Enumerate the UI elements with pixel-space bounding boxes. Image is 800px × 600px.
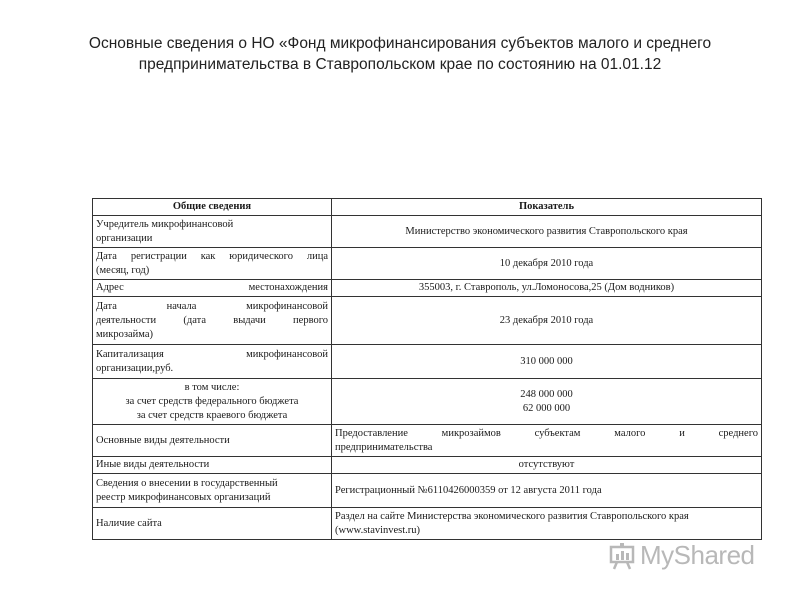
label-line: организации,руб.: [96, 362, 174, 374]
row-value: [332, 280, 762, 297]
row-label: [93, 425, 332, 457]
info-table: [92, 198, 762, 540]
label-line: за счет средств федерального бюджета: [125, 395, 299, 407]
table-row: [93, 345, 762, 379]
row-label: [93, 457, 332, 474]
value-line: 248 000 000: [520, 388, 573, 400]
row-label: [93, 216, 332, 248]
row-value: [332, 297, 762, 345]
watermark-text: MyShared: [640, 540, 755, 570]
header-general-info: Общие сведения: [93, 199, 332, 216]
slide-title: [40, 33, 760, 75]
watermark: [608, 540, 755, 571]
table-row: [93, 216, 762, 248]
value-line: 62 000 000: [522, 402, 571, 414]
table-row: [93, 508, 762, 540]
label-line: за счет средств краевого бюджета: [136, 409, 288, 421]
label-line: Дата начала микрофинансовой: [96, 300, 328, 312]
value-line: 10 декабря 2010 года: [499, 257, 594, 269]
row-value: [332, 216, 762, 248]
label-line: организации: [96, 232, 153, 244]
row-value: [332, 457, 762, 474]
row-value: [332, 508, 762, 540]
title-line-1: Основные сведения о НО «Фонд микрофинансирования субъектов малого и среднего: [88, 35, 712, 52]
row-value: [332, 425, 762, 457]
row-label: [93, 345, 332, 379]
value-line: Регистрационный №6110426000359 от 12 августа 2011 года: [335, 484, 602, 496]
presentation-board-icon: [608, 542, 636, 570]
value-line: Предоставление микрозаймов субъектам малого и среднего: [335, 427, 758, 439]
row-value: [332, 248, 762, 280]
label-line: реестр микрофинансовых организаций: [96, 491, 271, 503]
row-label: [93, 280, 332, 297]
row-value: [332, 345, 762, 379]
table-row: [93, 425, 762, 457]
value-line: Раздел на сайте Министерства экономического развития Ставропольского края: [335, 510, 689, 522]
value-line: 310 000 000: [520, 355, 573, 367]
header-indicator: Показатель: [332, 199, 762, 216]
value-line: Министерство экономического развития Ставропольского края: [405, 225, 688, 237]
label-line: (месяц, год): [96, 264, 150, 276]
row-value: [332, 379, 762, 425]
label-line: Капитализация микрофинансовой: [96, 348, 328, 360]
table-row: [93, 280, 762, 297]
value-line: 23 декабря 2010 года: [499, 314, 594, 326]
row-value: [332, 474, 762, 508]
label-line: Иные виды деятельности: [96, 459, 210, 470]
value-line: 355003, г. Ставрополь, ул.Ломоносова,25 (Дом водников): [418, 282, 675, 293]
label-line: Учредитель микрофинансовой: [96, 218, 234, 230]
label-line: Адрес местонахождения: [96, 282, 328, 293]
value-line: отсутствуют: [518, 459, 575, 470]
label-line: Основные виды деятельности: [96, 434, 230, 446]
row-label: [93, 248, 332, 280]
value-line: (www.stavinvest.ru): [335, 524, 421, 536]
table-row: [93, 297, 762, 345]
label-line: Наличие сайта: [96, 517, 162, 529]
table-row: [93, 457, 762, 474]
label-line: Дата регистрации как юридического лица: [96, 250, 328, 262]
label-line: микрозайма): [96, 328, 154, 340]
table-row: [93, 248, 762, 280]
label-line: в том числе:: [184, 381, 240, 393]
table-row: [93, 474, 762, 508]
table-header-row: [93, 199, 762, 216]
label-line: Сведения о внесении в государственный: [96, 477, 278, 489]
label-line: деятельности (дата выдачи первого: [96, 314, 328, 326]
table-row: [93, 379, 762, 425]
title-line-2: предпринимательства в Ставропольском крае по состоянию на 01.01.12: [138, 56, 662, 73]
row-label: [93, 508, 332, 540]
value-line: предпринимательства: [335, 441, 433, 453]
row-label: [93, 474, 332, 508]
row-label: [93, 297, 332, 345]
row-label: [93, 379, 332, 425]
